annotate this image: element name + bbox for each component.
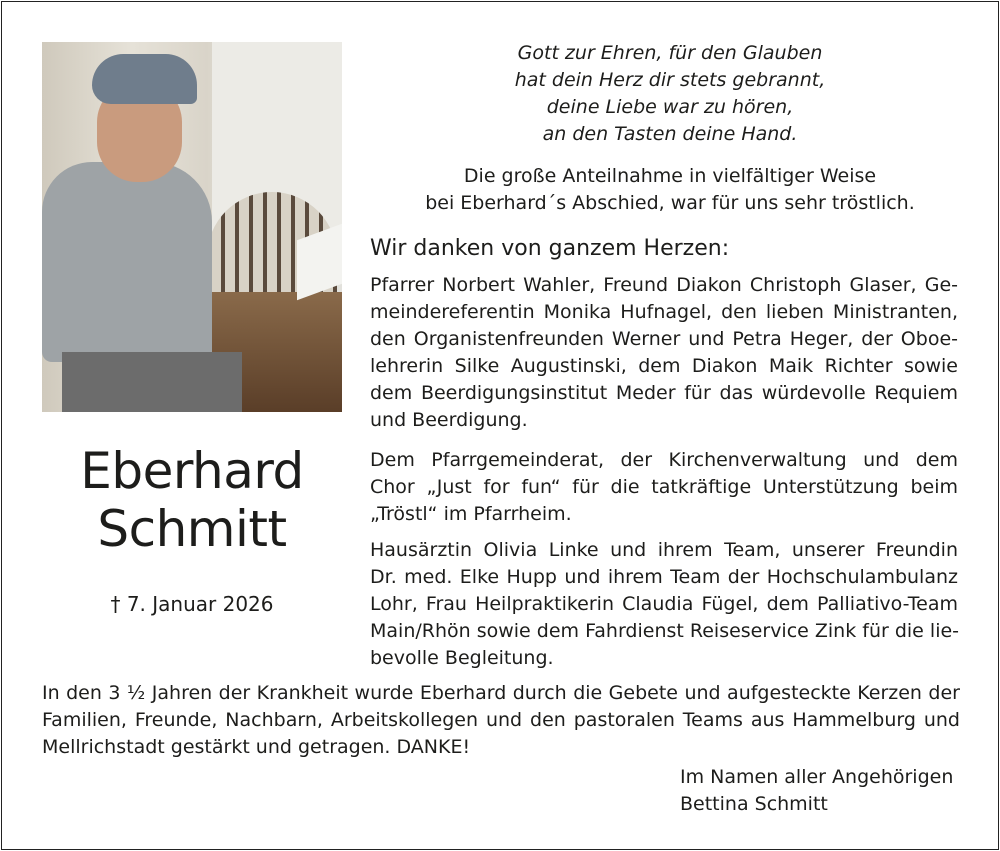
deceased-name <box>42 442 342 558</box>
text-line: Dr. med. Elke Hupp und ihrem Team der Hochschulambulanz <box>370 566 958 588</box>
text-line: und Beerdigung. <box>370 409 528 431</box>
text-line: den Organistenfreunden Werner und Petra Heger, der Oboe- <box>370 328 958 350</box>
thanks-paragraph-2 <box>370 447 958 528</box>
closing-paragraph <box>42 680 960 761</box>
portrait-photo <box>42 42 342 412</box>
thanks-paragraph-1 <box>370 272 958 434</box>
text-line: In den 3 ½ Jahren der Krankheit wurde Eberhard durch die Gebete und aufgesteckte Kerzen der <box>42 682 960 704</box>
death-date: † 7. Januar 2026 <box>110 592 274 616</box>
poem <box>380 40 960 148</box>
text-line: Lohr, Frau Heilpraktikerin Claudia Fügel, dem Palliativo-Team <box>370 593 958 615</box>
first-name: Eberhard <box>80 442 304 500</box>
text-line: bevolle Begleitung. <box>370 647 554 669</box>
poem-line: deine Liebe war zu hören, <box>546 96 794 118</box>
text-line: meindereferentin Monika Hufnagel, den lieben Ministranten, <box>370 301 958 323</box>
text-line: lehrerin Silke Augustinski, dem Diakon Maik Richter sowie <box>370 355 958 377</box>
poem-line: Gott zur Ehren, für den Glauben <box>517 42 823 64</box>
intro-line: Die große Anteilnahme in vielfältiger Weise <box>463 165 877 187</box>
thanks-paragraph-3 <box>370 537 958 672</box>
text-line: Pfarrer Norbert Wahler, Freund Diakon Christoph Glaser, Ge- <box>370 274 958 296</box>
signature-name: Bettina Schmitt <box>680 793 828 815</box>
poem-line: an den Tasten deine Hand. <box>542 123 798 145</box>
intro-text <box>370 163 970 217</box>
text-line: „Tröstl“ im Pfarrheim. <box>370 503 572 525</box>
text-line: Dem Pfarrgemeinderat, der Kirchenverwaltung und dem <box>370 449 958 471</box>
text-line: Mellrichstadt gestärkt und getragen. DANKE! <box>42 736 471 758</box>
text-line: Hausärztin Olivia Linke und ihrem Team, unserer Freundin <box>370 539 958 561</box>
signature <box>680 764 953 818</box>
last-name: Schmitt <box>97 500 287 558</box>
text-line: Familien, Freunde, Nachbarn, Arbeitskollegen und den pastoralen Teams aus Hammelburg und <box>42 709 960 731</box>
text-line: Main/Rhön sowie dem Fahrdienst Reiseservice Zink für die lie- <box>370 620 960 642</box>
intro-line: bei Eberhard´s Abschied, war für uns sehr tröstlich. <box>425 192 915 214</box>
signature-line: Im Namen aller Angehörigen <box>680 766 954 788</box>
text-line: Chor „Just for fun“ für die tatkräftige Unterstützung beim <box>370 476 958 498</box>
text-line: dem Beerdigungsinstitut Meder für das würdevolle Requiem <box>370 382 958 404</box>
thanks-heading: Wir danken von ganzem Herzen: <box>370 236 730 261</box>
poem-line: hat dein Herz dir stets gebrannt, <box>514 69 826 91</box>
